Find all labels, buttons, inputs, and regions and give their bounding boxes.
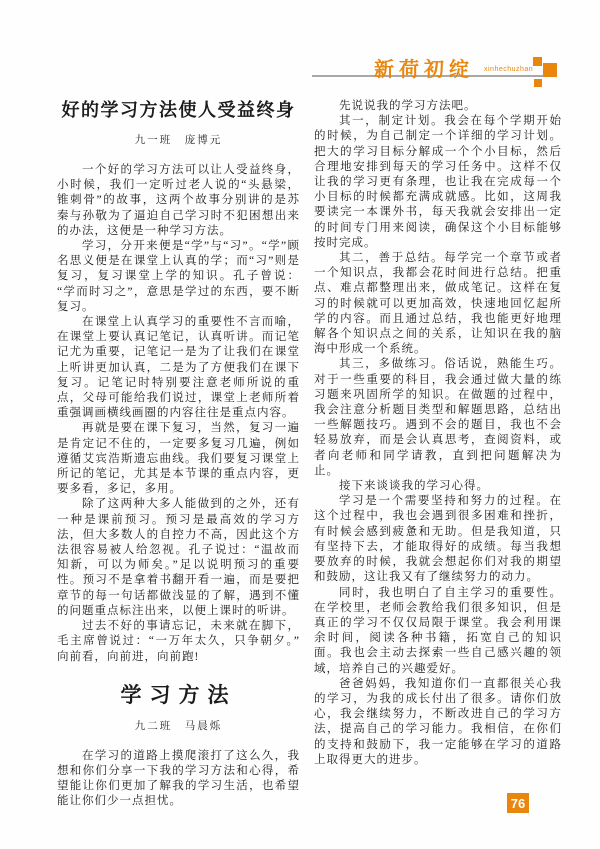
article1-author: 九一班 庞博元 bbox=[134, 135, 223, 146]
article-paragraph: 其二，善于总结。每学完一个章节或者一个知识点，我都会花时间进行总结。把重点、难点都整理出来，做成笔记。这样在复习的时候就可以更加高效，快速地回忆起所学的内容。而且通过总结，我也能更好地理解各个知识点之间的关系，让知识在我的脑海中形成一个系统。 bbox=[314, 252, 562, 356]
article1-title: 好的学习方法使人受益终身 bbox=[61, 100, 296, 120]
article-paragraph: 学习，分开来便是“学”与“习”。“学”顾名思义便是在课堂上认真的学；而“习”则是复习，复习课堂上学的知识。孔子曾说：“学而时习之”，意思是学过的东西，要不断复习。 bbox=[57, 240, 300, 313]
brand-subtitle: xinhechuzhan bbox=[484, 66, 534, 73]
article-paragraph: 其三，多做练习。俗话说，熟能生巧。对于一些重要的科目，我会通过做大量的练习题来巩固所学的知识。在做题的过程中，我会注意分析题目类型和解题思路，总结出一些解题技巧。遇到不会的题目，我也不会轻易放弃，而是会认真思考，查阅资料，或者向老师和同学请教，直到把问题解决为止。 bbox=[314, 358, 562, 477]
left-column bbox=[57, 96, 300, 810]
article-paragraph: 除了这两种大多人能做到的之外，还有一种是课前预习。预习是最高效的学习方法，但大多数人的自控力不高，因此这个方法很容易被人给忽视。孔子说过：“温故而知新，可以为师矣。”足以说明预习的重要性。预习不是拿着书翻开看一遍，而是要把章节的每一句话都做浅显的了解，遇到不懂的问题重点标注出来，以便上课时的听讲。 bbox=[57, 498, 300, 617]
article-paragraph: 先说说我的学习方法吧。 bbox=[339, 100, 477, 112]
logo-square-icon bbox=[534, 79, 542, 87]
article-paragraph: 同时，我也明白了自主学习的重要性。在学校里，老师会教给我们很多知识，但是真正的学习不仅仅局限于课堂。我会利用课余时间，阅读各种书籍，拓宽自己的知识面。我也会主动去探索一些自己感兴趣的领域，培养自己的兴趣爱好。 bbox=[314, 586, 562, 675]
logo-square-icon bbox=[543, 63, 557, 77]
article-paragraph: 爸爸妈妈，我知道你们一直都很关心我的学习，为我的成长付出了很多。请你们放心，我会继续努力，不断改进自己的学习方法，提高自己的学习能力。我相信，在你们的支持和鼓励下，我一定能够在学习的道路上取得更大的进步。 bbox=[314, 677, 562, 766]
article-paragraph: 过去不好的事请忘记，未来就在脚下，毛主席曾说过：“一万年太久，只争朝夕。”向前看，向前进，向前跑! bbox=[57, 620, 300, 663]
pixel-squares-logo-icon bbox=[528, 55, 564, 89]
logo-square-icon bbox=[533, 57, 542, 66]
article-paragraph: 一个好的学习方法可以让人受益终身，小时候，我们一定听过老人说的“头悬梁，锥刺骨”的故事，这两个故事分别讲的是苏秦与孙敬为了逼迫自己学习时不犯困想出来的办法，这便是一种学习方法。 bbox=[57, 164, 300, 237]
article-paragraph: 学习是一个需要坚持和努力的过程。在这个过程中，我也会遇到很多困难和挫折，有时候会感到疲惫和无助。但是我知道，只有坚持下去，才能取得好的成绩。每当我想要放弃的时候，我就会想起你们对我的期望和鼓励，这让我又有了继续努力的动力。 bbox=[314, 495, 562, 584]
article-paragraph: 其一，制定计划。我会在每个学期开始的时候，为自己制定一个详细的学习计划。把大的学习目标分解成一个个小目标，然后合理地安排到每天的学习任务中。这样不仅让我的学习更有条理，也让我在完成每一个小目标的时候都充满成就感。比如，这周我要读完一本课外书，每天我就会安排出一定的时间专门用来阅读，确保这个小目标能够按时完成。 bbox=[314, 115, 562, 249]
article-paragraph: 接下来谈谈我的学习心得。 bbox=[339, 480, 489, 493]
article2-title: 学习方法 bbox=[120, 682, 237, 707]
article-paragraph: 再就是要在课下复习，当然，复习一遍是肯定记不住的，一定要多复习几遍，例如遵循艾宾浩斯遗忘曲线。我们要复习课堂上所记的笔记，尤其是本节课的重点内容，更要多看，多记，多用。 bbox=[57, 422, 300, 496]
article-paragraph: 在课堂上认真学习的重要性不言而喻，在课堂上要认真记笔记，认真听讲。而记笔记尤为重要，记笔记一是为了让我们在课堂上听讲更加认真，二是为了方便我们在课下复习。记笔记时特别要注意老师所说的重点，父母可能给我们说过，课堂上老师所着重强调画横线画圈的内容往往是重点内容。 bbox=[57, 316, 300, 420]
page-number-badge: 76 bbox=[507, 793, 529, 813]
right-column bbox=[314, 99, 562, 768]
brand-title: 新荷初绽 bbox=[374, 59, 474, 81]
article-paragraph: 在学习的道路上摸爬滚打了这么久，我想和你们分享一下我的学习方法和心得，希望能让你们更加了解我的学习生活，也希望能让你们少一点担忧。 bbox=[57, 749, 300, 808]
article2-author: 九二班 马晨烁 bbox=[134, 720, 223, 732]
